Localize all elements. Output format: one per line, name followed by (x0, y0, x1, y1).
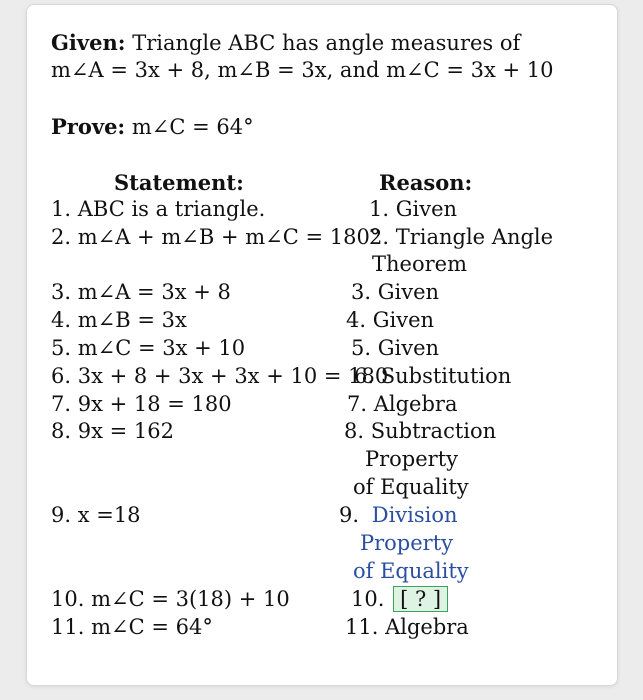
proof-card (26, 4, 618, 686)
statement-1: 1. ABC is a triangle. (51, 197, 266, 221)
statement-6: 6. 3x + 8 + 3x + 3x + 10 = 180 (51, 364, 389, 388)
given-label: Given: (51, 30, 126, 55)
reason-10 (351, 586, 448, 613)
statement-4: 4. m∠B = 3x (51, 308, 187, 332)
statement-10: 10. m∠C = 3(18) + 10 (51, 587, 290, 611)
statement-7: 7. 9x + 18 = 180 (51, 392, 232, 416)
prove-line (51, 113, 254, 141)
prove-text: m∠C = 64° (131, 115, 254, 139)
reason-6: 6. Substitution (354, 364, 512, 388)
reason-9-cont-2: of Equality (353, 559, 469, 583)
reason-9-number: 9. (339, 503, 360, 527)
reason-2-cont: Theorem (372, 252, 467, 276)
reason-9 (339, 502, 458, 529)
statement-11: 11. m∠C = 64° (51, 615, 213, 639)
reason-9-text: Division (371, 503, 458, 527)
statement-2: 2. m∠A + m∠B + m∠C = 180° (51, 225, 381, 249)
statement-3: 3. m∠A = 3x + 8 (51, 280, 231, 304)
reason-5: 5. Given (351, 336, 440, 360)
reason-header: Reason: (379, 170, 473, 195)
statement-5: 5. m∠C = 3x + 10 (51, 336, 246, 360)
prove-label: Prove: (51, 114, 126, 139)
reason-3: 3. Given (351, 280, 440, 304)
statement-8: 8. 9x = 162 (51, 419, 174, 443)
reason-1: 1. Given (369, 197, 458, 221)
given-line-1 (51, 29, 520, 57)
reason-2: 2. Triangle Angle (369, 225, 554, 249)
reason-8-cont-2: of Equality (353, 475, 469, 499)
reason-10-number: 10. (351, 587, 385, 611)
reason-11: 11. Algebra (345, 615, 469, 639)
given-line-2: m∠A = 3x + 8, m∠B = 3x, and m∠C = 3x + 10 (51, 58, 554, 82)
reason-8-cont-1: Property (365, 447, 459, 471)
statement-9: 9. x =18 (51, 503, 141, 527)
reason-4: 4. Given (346, 308, 435, 332)
reason-9-cont-1: Property (360, 531, 454, 555)
reason-7: 7. Algebra (347, 392, 458, 416)
reason-8: 8. Subtraction (344, 419, 497, 443)
answer-box[interactable]: [ ? ] (393, 586, 448, 612)
given-text: Triangle ABC has angle measures of (132, 31, 521, 55)
statement-header: Statement: (114, 170, 244, 195)
